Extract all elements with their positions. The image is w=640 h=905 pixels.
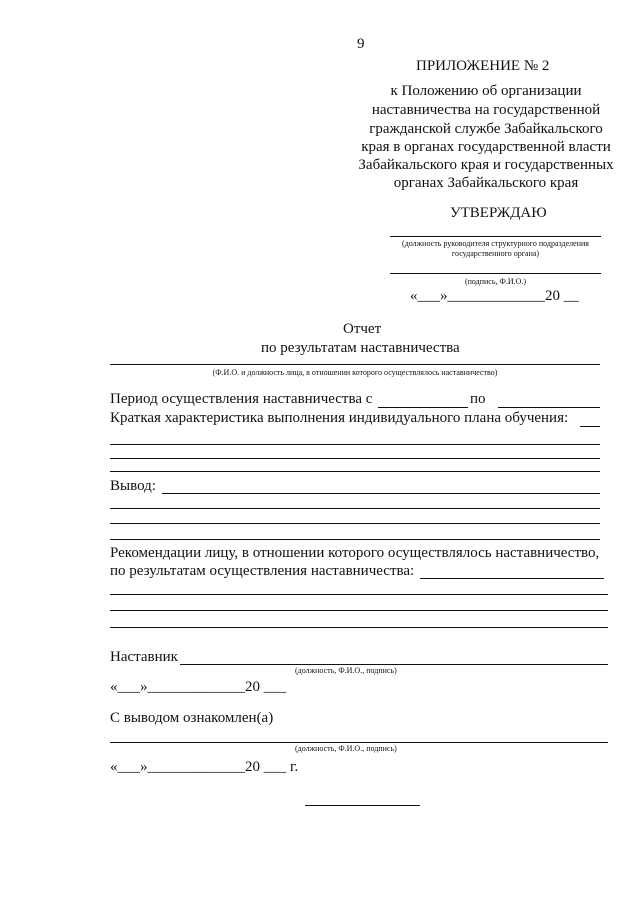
approver-position-line bbox=[390, 236, 601, 237]
plan-label: Краткая характеристика выполнения индивидуального плана обучения: bbox=[110, 410, 569, 426]
conclusion-label: Вывод: bbox=[110, 478, 156, 494]
signature-caption: (подпись, Ф.И.О.) bbox=[464, 277, 527, 286]
acquainted-field[interactable] bbox=[110, 742, 608, 743]
appendix-line: к Положению об организации bbox=[390, 83, 582, 99]
conclusion-line[interactable] bbox=[110, 523, 600, 524]
position-caption: (должность руководителя структурного подразделения bbox=[402, 239, 589, 248]
appendix-line: Забайкальского края и государственных bbox=[358, 157, 614, 173]
period-to-label: по bbox=[470, 391, 486, 407]
recommendation-line[interactable] bbox=[110, 627, 608, 628]
mentor-label: Наставник bbox=[110, 649, 178, 665]
plan-line[interactable] bbox=[110, 471, 600, 472]
acquainted-caption: (должность, Ф.И.О., подпись) bbox=[295, 744, 397, 753]
position-caption: государственного органа) bbox=[451, 249, 540, 258]
plan-line[interactable] bbox=[110, 444, 600, 445]
conclusion-line[interactable] bbox=[110, 539, 600, 540]
plan-field[interactable] bbox=[580, 426, 600, 427]
appendix-title: ПРИЛОЖЕНИЕ № 2 bbox=[416, 58, 550, 74]
period-label: Период осуществления наставничества с bbox=[110, 391, 373, 407]
recommendation-field[interactable] bbox=[420, 578, 604, 579]
conclusion-field[interactable] bbox=[162, 493, 600, 494]
conclusion-line[interactable] bbox=[110, 508, 600, 509]
appendix-line: гражданской службе Забайкальского bbox=[369, 121, 603, 137]
acquainted-date: «___»_____________20 ___ г. bbox=[110, 759, 299, 775]
recommendation-label: Рекомендации лицу, в отношении которого осуществлялось наставничество, bbox=[110, 545, 600, 561]
period-start-field[interactable] bbox=[378, 407, 468, 408]
acquainted-label: С выводом ознакомлен(а) bbox=[110, 710, 274, 726]
approval-date-line: «___»_____________20 __ bbox=[410, 288, 579, 304]
period-end-field[interactable] bbox=[498, 407, 600, 408]
recommendation-line[interactable] bbox=[110, 594, 608, 595]
approver-signature-line bbox=[390, 273, 601, 274]
recommendation-line[interactable] bbox=[110, 610, 608, 611]
mentor-field[interactable] bbox=[180, 664, 608, 665]
appendix-line: органах Забайкальского края bbox=[393, 175, 579, 191]
appendix-line: края в органах государственной власти bbox=[361, 139, 611, 155]
plan-line[interactable] bbox=[110, 458, 600, 459]
report-subtitle: по результатам наставничества bbox=[261, 340, 460, 356]
closing-rule bbox=[305, 805, 420, 806]
mentor-caption: (должность, Ф.И.О., подпись) bbox=[295, 666, 397, 675]
mentor-date: «___»_____________20 ___ bbox=[110, 679, 287, 695]
page-number: 9 bbox=[357, 36, 365, 52]
report-title: Отчет bbox=[343, 321, 382, 337]
person-caption: (Ф.И.О. и должность лица, в отношении которого осуществлялось наставничество) bbox=[212, 368, 498, 377]
approval-title: УТВЕРЖДАЮ bbox=[450, 205, 547, 221]
person-line bbox=[110, 364, 600, 365]
recommendation-label: по результатам осуществления наставничества: bbox=[110, 563, 415, 579]
appendix-line: наставничества на государственной bbox=[371, 102, 601, 118]
